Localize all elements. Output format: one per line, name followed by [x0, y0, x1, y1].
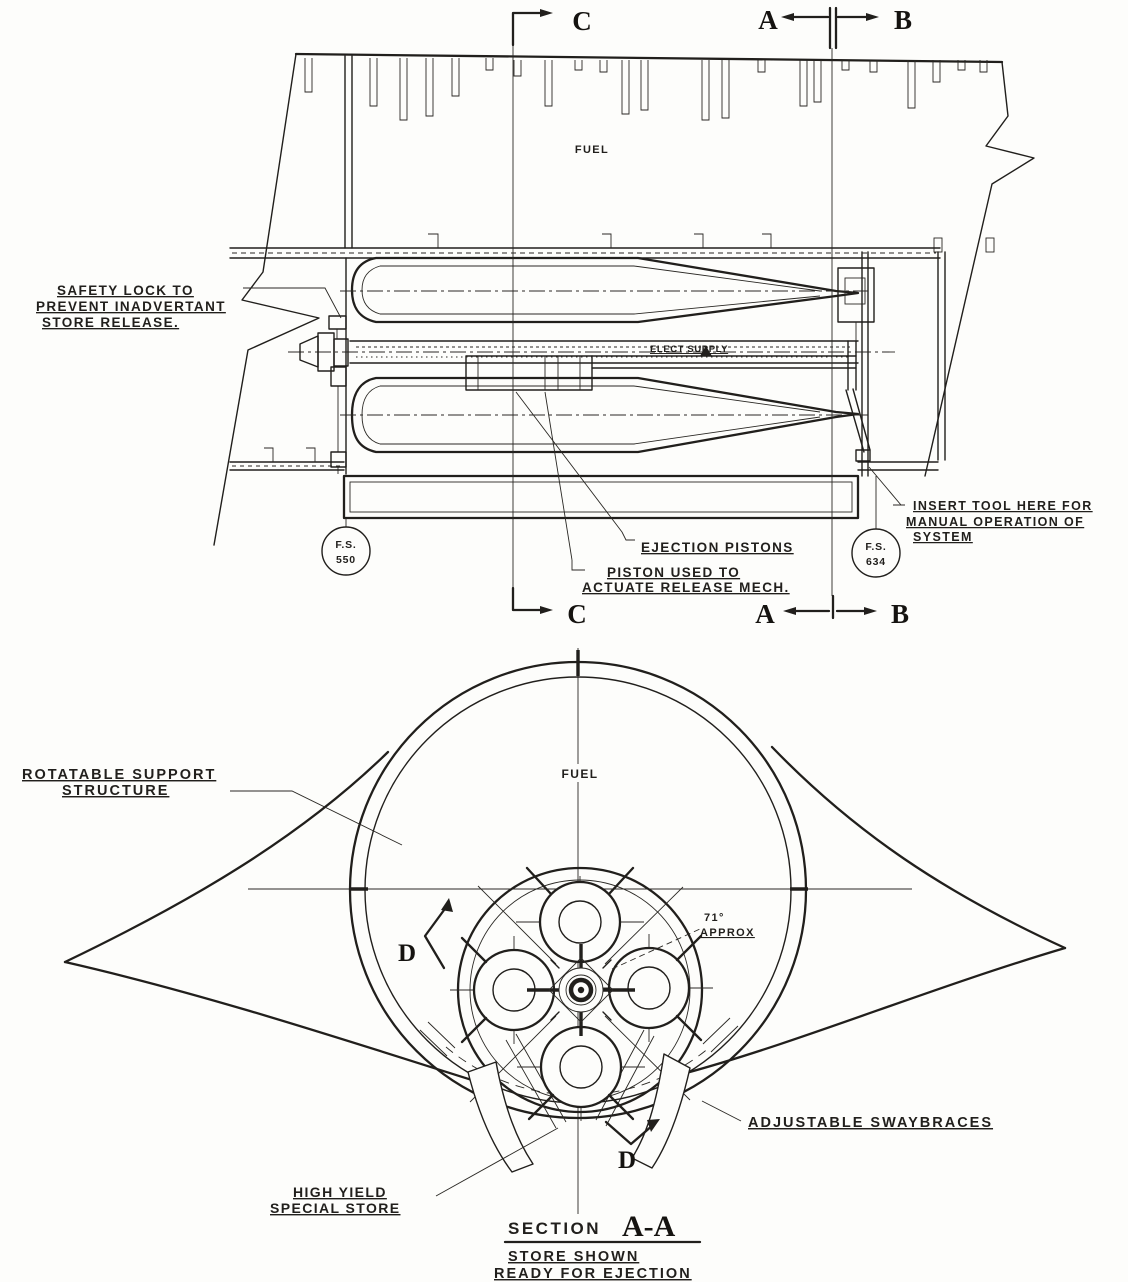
insert-tool-label-3: SYSTEM	[913, 530, 973, 544]
piston-housing	[466, 356, 592, 390]
angle-value-label: 71°	[704, 912, 725, 924]
aft-link	[846, 389, 870, 452]
piston-release-label-1: PISTON USED TO	[607, 565, 741, 580]
safety-lock-label-3: STORE RELEASE.	[42, 315, 180, 330]
rotatable-leader	[230, 791, 402, 845]
insert-tool-leader	[869, 467, 905, 505]
wing-lower-left	[65, 962, 472, 1080]
station-marker-634	[852, 476, 900, 577]
section-line-C	[513, 9, 553, 614]
marker-d2-letter: D	[617, 1147, 637, 1174]
section-marker-d-upper	[398, 898, 453, 968]
piston-release-leader	[545, 392, 585, 570]
wing-lower-right	[686, 948, 1065, 1073]
rotatable-label-1: ROTATABLE SUPPORT	[22, 767, 217, 783]
high-yield-label-1: HIGH YIELD	[293, 1184, 387, 1200]
fuselage-top-line	[296, 54, 1002, 62]
fuselage-right-break-edge	[925, 62, 1034, 476]
upper-store-outline	[340, 258, 868, 322]
insert-tool-label-2: MANUAL OPERATION OF	[906, 515, 1085, 529]
angle-approx-label: APPROX	[700, 927, 755, 939]
section-name: A-A	[622, 1210, 676, 1243]
subtitle-1: STORE SHOWN	[508, 1249, 640, 1265]
section-marker-a-top: A	[758, 5, 778, 35]
station-right-number: 634	[866, 556, 886, 568]
station-left-fs: F.S.	[335, 539, 357, 551]
rotary-hub	[527, 944, 635, 1036]
station-left-number: 550	[336, 554, 356, 566]
lower-store-outline	[340, 378, 868, 452]
safety-lock-label-1: SAFETY LOCK TO	[57, 283, 194, 298]
subtitle-2: READY FOR EJECTION	[494, 1266, 692, 1282]
rotatable-label-2: STRUCTURE	[62, 783, 170, 799]
section-marker-c-bottom: C	[567, 599, 587, 629]
top-stiffener-ticks	[305, 58, 987, 120]
swaybraces-label: ADJUSTABLE SWAYBRACES	[748, 1115, 994, 1131]
insert-tool-label-1: INSERT TOOL HERE FOR	[913, 499, 1093, 513]
ejection-pistons-label: EJECTION PISTONS	[641, 540, 794, 555]
fuel-label-side: FUEL	[574, 144, 610, 156]
safety-lock-fitting	[329, 316, 346, 329]
elect-supply-label: ELECT SUPPLY	[650, 344, 729, 355]
section-marker-a-bottom: A	[755, 599, 775, 629]
fuel-label-section: FUEL	[561, 767, 599, 781]
station-right-fs: F.S.	[865, 541, 887, 553]
release-mechanism	[288, 268, 895, 474]
swaybraces-leader	[702, 1101, 741, 1121]
section-aa-view	[22, 648, 1065, 1282]
section-title	[494, 1210, 700, 1282]
high-yield-label-2: SPECIAL STORE	[270, 1200, 401, 1216]
safety-lock-label-2: PREVENT INADVERTANT	[36, 299, 226, 314]
support-leg-left	[468, 1062, 533, 1172]
section-marker-b-top: B	[893, 5, 913, 35]
section-line-AB	[781, 8, 879, 618]
section-marker-c-top: C	[572, 6, 592, 36]
section-word: SECTION	[508, 1219, 602, 1238]
wing-upper-right	[772, 747, 1065, 948]
support-leg-right	[632, 1054, 690, 1168]
fuselage-left-break-edge	[214, 54, 319, 545]
marker-d1-letter: D	[397, 940, 417, 967]
side-elevation-view	[36, 5, 1093, 629]
section-marker-b-bottom: B	[890, 599, 910, 629]
piston-release-label-2: ACTUATE RELEASE MECH.	[582, 580, 790, 595]
station-marker-550	[322, 518, 370, 575]
